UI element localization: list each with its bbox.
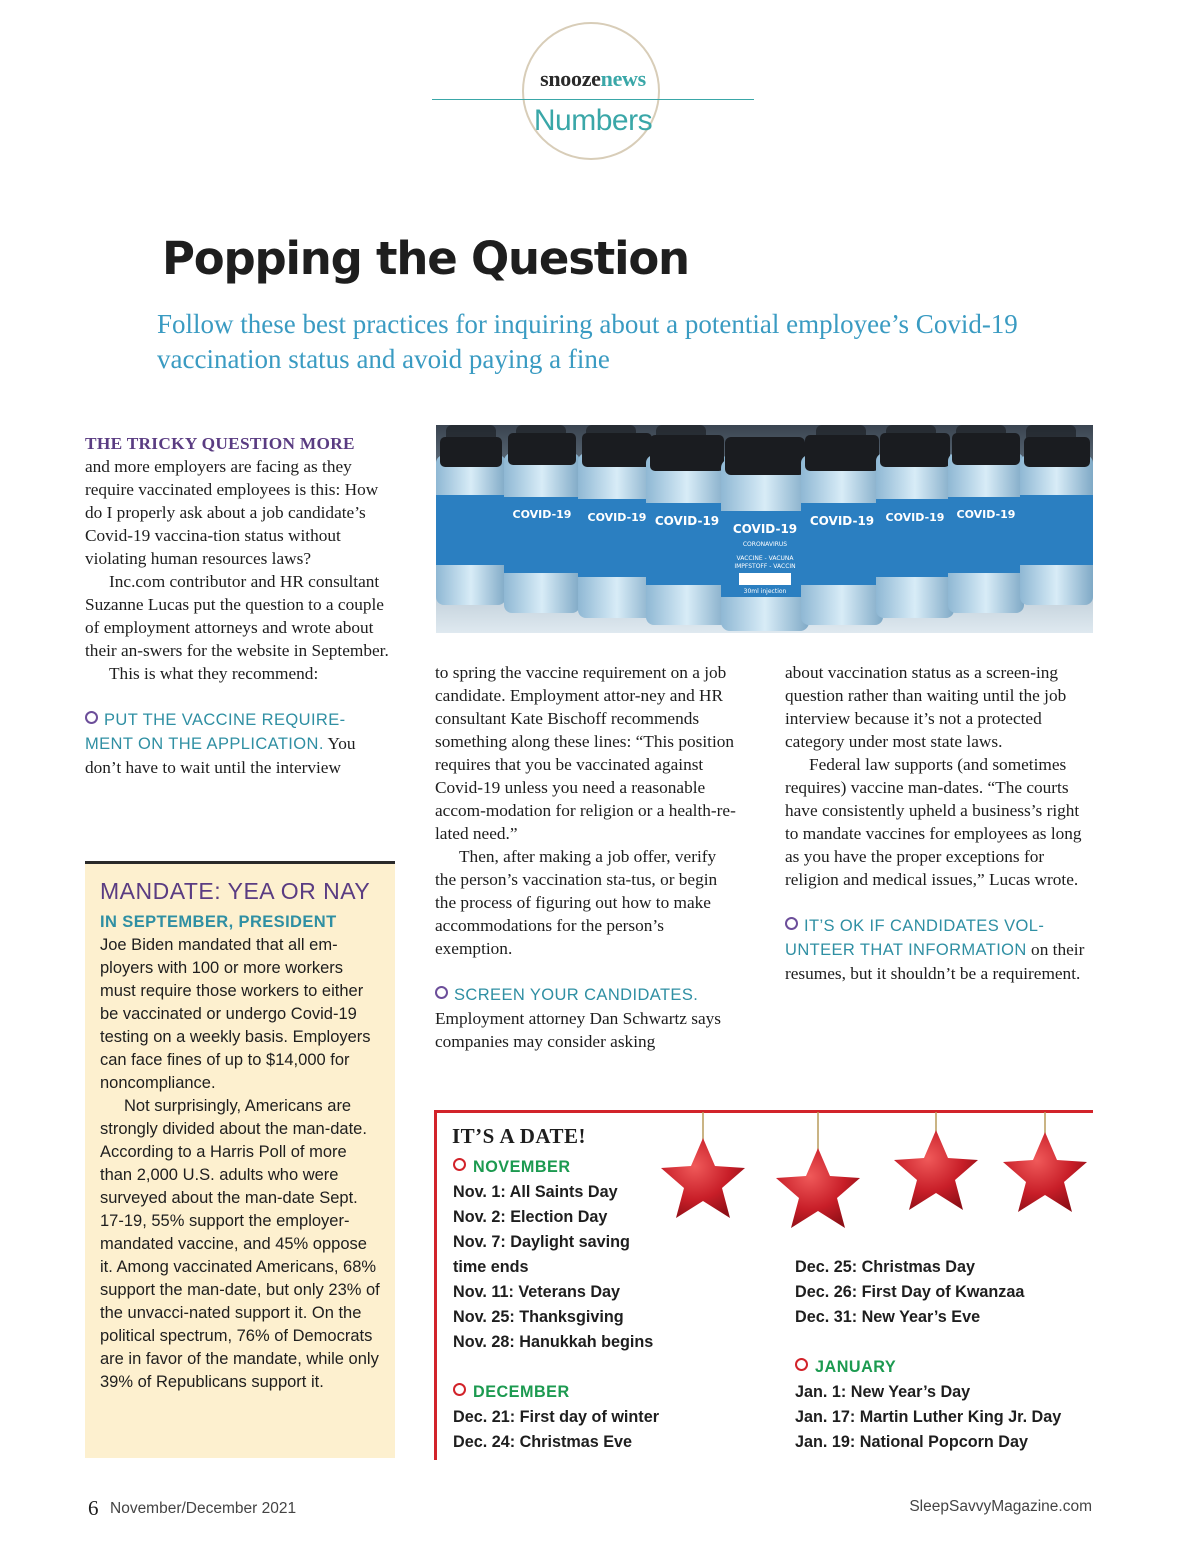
issue-date: November/December 2021 xyxy=(110,1500,297,1517)
subhead-paragraph xyxy=(435,983,741,1053)
calendar-entry: Jan. 19: National Popcorn Day xyxy=(795,1433,1028,1451)
calendar-entry: Nov. 2: Election Day xyxy=(453,1208,608,1226)
subhead: PUT THE VACCINE REQUIRE-MENT ON THE APPLICATION. xyxy=(85,711,346,753)
calendar-entry: Dec. 24: Christmas Eve xyxy=(453,1433,633,1451)
sidebar-box xyxy=(85,861,395,1458)
vial-label: COVID-19 xyxy=(956,508,1016,521)
subhead-paragraph xyxy=(85,708,391,779)
vial-vaccine-line: VACCINE - VACUNA xyxy=(736,555,794,562)
calendar-entry: Dec. 26: First Day of Kwanzaa xyxy=(795,1283,1025,1301)
vial-label: COVID-19 xyxy=(512,508,572,521)
subhead-paragraph xyxy=(785,914,1091,985)
lead-in: THE TRICKY QUESTION MORE xyxy=(85,434,355,453)
article-column-2 xyxy=(435,661,741,1053)
brand-part-2: news xyxy=(600,66,646,91)
brand-part-1: snooze xyxy=(540,66,601,91)
star-ornament-icon xyxy=(776,1112,860,1228)
sidebar-lead-in: IN SEPTEMBER, PRESIDENT xyxy=(100,913,337,931)
month-label: DECEMBER xyxy=(473,1383,570,1401)
vaccine-vials-photo xyxy=(436,425,1093,633)
calendar-column-right xyxy=(795,1255,1095,1455)
calendar-entry: Nov. 11: Veterans Day xyxy=(453,1283,621,1301)
subhead: SCREEN YOUR CANDIDATES. xyxy=(454,986,699,1004)
vial-label: COVID-19 xyxy=(732,522,798,536)
brand-logo xyxy=(432,66,754,92)
article-column-3 xyxy=(785,661,1091,985)
paragraph: Inc.com contributor and HR consultant Suzanne Lucas put the question to a couple of employment attorneys and wrote about their an-swers for the website in September. xyxy=(85,572,389,660)
calendar-entry: Nov. 1: All Saints Day xyxy=(453,1183,618,1201)
calendar-title: IT’S A DATE! xyxy=(452,1124,586,1148)
circle-bullet-icon xyxy=(85,711,98,724)
calendar-column-left xyxy=(453,1155,773,1455)
vial-label: COVID-19 xyxy=(809,514,875,528)
paragraph: Federal law supports (and sometimes requires) vaccine man-dates. “The courts have consistently upheld a business’s right to mandate vaccines for employees as long as you have the proper exceptions for religion and medical issues,” Lucas wrote. xyxy=(785,755,1082,889)
paragraph: about vaccination status as a screen-ing question rather than waiting until the job interview because it’s not a protected category under most state laws. xyxy=(785,663,1067,751)
article-column-1 xyxy=(85,432,391,779)
sidebar-paragraph xyxy=(100,911,380,1095)
calendar-entry: Jan. 1: New Year’s Day xyxy=(795,1383,971,1401)
vial-label: COVID-19 xyxy=(654,514,720,528)
vial-label: COVID-19 xyxy=(885,511,945,524)
star-ornament-icon xyxy=(894,1112,978,1210)
month-label: JANUARY xyxy=(815,1358,897,1376)
vial-volume: 30ml injection xyxy=(743,588,787,595)
vial-impfstoff-line: IMPFSTOFF - VACCIN xyxy=(734,563,796,570)
month-label: NOVEMBER xyxy=(473,1158,571,1176)
page-number: 6 xyxy=(88,1496,99,1520)
vial-sublabel: CORONAVIRUS xyxy=(742,541,788,548)
calendar-entry: Dec. 31: New Year’s Eve xyxy=(795,1308,981,1326)
calendar-entry: Nov. 25: Thanksgiving xyxy=(453,1308,624,1326)
calendar-entry: Dec. 21: First day of winter xyxy=(453,1408,659,1426)
paragraph-text: Joe Biden mandated that all em-ployers with 100 or more workers must require those workers to either be vaccinated or undergo Covid-19 testing on a weekly basis. Employers can face fines of up to $14,000 for noncompliance. xyxy=(100,936,371,1092)
circle-bullet-icon xyxy=(435,986,448,999)
article-dek: Follow these best practices for inquiring about a potential employee’s Covid-19 vaccination status and avoid paying a fine xyxy=(157,309,1018,374)
paragraph-text: You don’t have to wait until the interview xyxy=(85,734,356,777)
paragraph-text: Employment attorney Dan Schwartz says companies may consider asking xyxy=(435,1009,722,1051)
calendar-entry: Jan. 17: Martin Luther King Jr. Day xyxy=(795,1408,1062,1426)
paragraph-text: on their resumes, but it shouldn’t be a requirement. xyxy=(785,940,1085,983)
calendar-entry: Nov. 7: Daylight saving time ends xyxy=(453,1233,630,1276)
calendar-entry: Nov. 28: Hanukkah begins xyxy=(453,1333,654,1351)
article-headline: Popping the Question xyxy=(162,232,689,285)
month-heading xyxy=(453,1155,773,1180)
star-ornament-icon xyxy=(1003,1112,1087,1212)
sidebar-title: MANDATE: YEA OR NAY xyxy=(100,878,371,904)
vial-label: COVID-19 xyxy=(587,511,647,524)
paragraph-text: and more employers are facing as they require vaccinated employees is this: How do I properly ask about a job candidate’s Covid-19 vaccina-tion status without violating human resources laws? xyxy=(85,457,379,568)
sidebar-paragraph: Not surprisingly, Americans are strongly divided about the man-date. According to a Harris Poll of more than 2,000 U.S. adults who were surveyed about the man-date Sept. 17-19, 55% support the employer-mandated vaccine, and 45% oppose it. Among vaccinated Americans, 68% support the man-date, but only 23% of the unvacci-nated support it. On the political spectrum, 76% of Democrats are in favor of the mandate, while only 39% of Republicans support it. xyxy=(100,1097,380,1391)
circle-bullet-icon xyxy=(785,917,798,930)
circle-bullet-icon xyxy=(453,1158,466,1171)
paragraph: This is what they recommend: xyxy=(109,664,319,683)
paragraph: Then, after making a job offer, verify the person’s vaccination sta-tus, or begin the process of figuring out how to make accommodations for the person’s exemption. xyxy=(435,847,718,958)
month-heading xyxy=(795,1355,1095,1380)
paragraph xyxy=(85,432,391,570)
website-url: SleepSavvyMagazine.com xyxy=(909,1498,1092,1515)
subhead: IT’S OK IF CANDIDATES VOL-UNTEER THAT INFORMATION xyxy=(785,917,1045,959)
section-label: Numbers xyxy=(533,104,653,137)
circle-bullet-icon xyxy=(453,1383,466,1396)
paragraph: to spring the vaccine requirement on a job candidate. Employment attor-ney and HR consultant Kate Bischoff recommends something along these lines: “This position requires that you be vaccinated against Covid-19 unless you need a reasonable accom-modation for religion or a health-re-lated need.” xyxy=(435,663,736,843)
circle-bullet-icon xyxy=(795,1358,808,1371)
header-rule xyxy=(432,99,754,100)
calendar-entry: Dec. 25: Christmas Day xyxy=(795,1258,975,1276)
month-heading xyxy=(453,1380,773,1405)
